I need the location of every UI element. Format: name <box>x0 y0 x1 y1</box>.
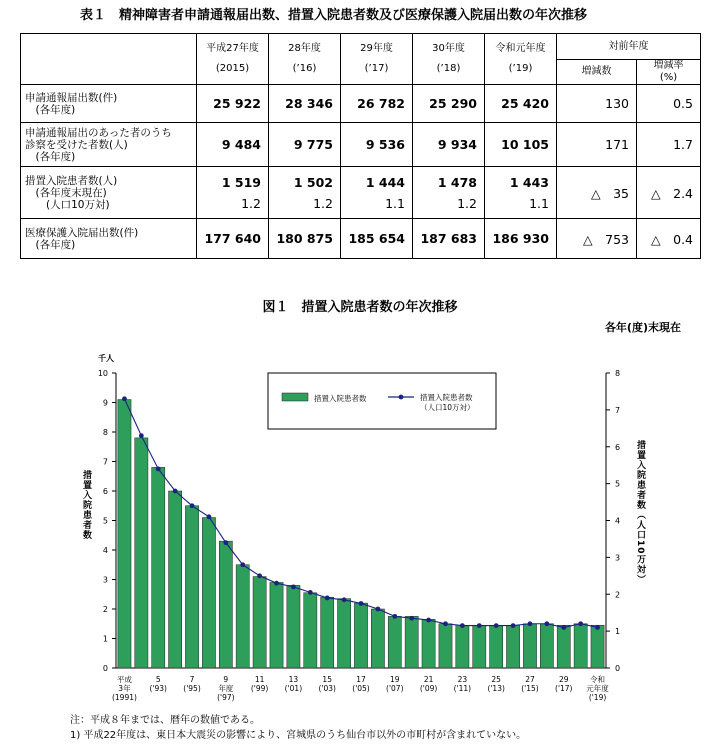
value: 9 775 <box>293 137 333 152</box>
row-label: 申請通報届出数(件) (各年度) <box>21 85 197 123</box>
right-tick-label: 4 <box>615 516 621 526</box>
year-header <box>269 34 341 85</box>
bar <box>219 541 232 668</box>
bar <box>304 593 317 668</box>
x-tick-label: 27 <box>525 675 535 684</box>
value-cell <box>485 167 557 219</box>
rate-per-100k: 1.2 <box>457 195 477 211</box>
change-subheader: 増減率 (%) <box>637 60 701 85</box>
right-tick-label: 1 <box>615 627 621 637</box>
legend-line-marker <box>399 395 404 400</box>
value-cell <box>197 123 269 167</box>
value-cell <box>341 167 413 219</box>
rate-point <box>511 623 516 628</box>
chart-title: 図１ 措置入院患者数の年次推移 <box>262 300 458 315</box>
year-header <box>341 34 413 85</box>
bar <box>169 491 182 668</box>
x-tick-label: 7 <box>189 675 195 684</box>
x-tick-label: 平成 <box>116 675 132 684</box>
rate-point <box>156 466 161 471</box>
value: 177 640 <box>204 231 261 246</box>
value-cell <box>269 167 341 219</box>
x-tick-label: ('11) <box>453 684 472 693</box>
left-tick-label: 9 <box>102 398 108 408</box>
value: 1 478 <box>437 174 477 190</box>
bar <box>574 624 587 668</box>
x-tick-label: ('95) <box>183 684 201 693</box>
value: 28 346 <box>285 96 333 111</box>
value: 9 536 <box>365 137 405 152</box>
stats-table <box>20 33 701 259</box>
rate-point <box>595 625 600 630</box>
value-cell <box>197 219 269 259</box>
rate-point <box>223 540 228 545</box>
year-label: 令和元年度 <box>495 43 546 54</box>
rate-point <box>291 584 296 589</box>
row-label: 医療保護入院届出数(件) (各年度) <box>21 219 197 259</box>
header-corner <box>21 34 197 85</box>
right-tick-label: 3 <box>615 553 621 563</box>
change-header: 対前年度 <box>557 34 701 60</box>
year-sublabel: (2015) <box>215 63 250 74</box>
x-tick-label: (1991) <box>111 693 137 702</box>
year-sublabel: (’19) <box>508 63 533 74</box>
rate-cell: 1.7 <box>637 123 701 167</box>
x-tick-label: 9 <box>223 675 229 684</box>
left-tick-label: 0 <box>102 664 108 673</box>
year-label: 29年度 <box>360 43 393 54</box>
value-cell <box>413 123 485 167</box>
left-tick-label: 7 <box>102 457 108 467</box>
rate-point <box>392 614 397 619</box>
note-line-2: 1) 平成22年度は、東日本大震災の影響により、宮城県のうち仙台市以外の市町村が含まれていない。 <box>70 730 527 741</box>
chart-as-of-label: 各年(度)末現在 <box>604 321 681 334</box>
table-row <box>21 167 701 219</box>
value: 26 782 <box>357 96 405 111</box>
bar <box>456 625 469 668</box>
rate-point <box>460 623 465 628</box>
right-tick-label: 2 <box>615 590 621 600</box>
stats-table-body <box>21 34 701 259</box>
rate-point <box>359 601 364 606</box>
year-label: 28年度 <box>288 43 321 54</box>
value: 1 502 <box>293 174 333 190</box>
value-cell <box>341 123 413 167</box>
x-tick-label: ('05) <box>352 684 370 693</box>
table-row <box>21 123 701 167</box>
table-row <box>21 219 701 259</box>
rate-point <box>325 596 330 601</box>
value: 1 443 <box>509 174 549 190</box>
left-axis-unit: 千人 <box>98 354 114 363</box>
bar <box>118 400 131 668</box>
bar <box>270 582 283 668</box>
value-cell <box>485 85 557 123</box>
rate-point <box>139 433 144 438</box>
rate-point <box>409 616 414 621</box>
x-tick-label: ('17) <box>555 684 573 693</box>
x-tick-label: ('99) <box>250 684 269 693</box>
left-tick-label: 5 <box>102 516 108 526</box>
x-tick-label: 15 <box>322 675 332 684</box>
row-label: 申請通報届出のあった者のうち 診察を受けた者数(人) (各年度) <box>21 123 197 167</box>
bar <box>253 577 266 668</box>
bar <box>422 619 435 668</box>
bar <box>185 506 198 668</box>
bar <box>439 624 452 668</box>
left-tick-label: 4 <box>102 546 108 555</box>
value: 180 875 <box>276 231 333 246</box>
rate-point <box>375 607 380 612</box>
rate-point <box>190 503 195 508</box>
value: 9 934 <box>437 137 477 152</box>
bar <box>236 565 249 668</box>
x-tick-label: 11 <box>254 675 265 684</box>
left-axis-title: 措置入院患者数 <box>81 470 91 540</box>
legend-bar-swatch <box>282 393 308 401</box>
rate-per-100k: 1.1 <box>529 195 549 211</box>
table-row <box>21 85 701 123</box>
left-tick-label: 1 <box>102 634 108 644</box>
right-tick-label: 6 <box>615 442 621 452</box>
rate-cell: △ 2.4 <box>637 167 701 219</box>
rate-point <box>207 514 212 519</box>
x-tick-label: 23 <box>457 675 468 684</box>
rate-point <box>122 396 127 401</box>
x-tick-label: 令和 <box>590 675 606 684</box>
left-tick-label: 10 <box>97 369 108 378</box>
bar <box>135 438 148 668</box>
rate-point <box>426 618 431 623</box>
rate-point <box>240 562 245 567</box>
x-tick-label: 21 <box>423 675 434 684</box>
right-tick-label: 7 <box>615 405 621 415</box>
value: 10 105 <box>501 137 549 152</box>
x-tick-label: 13 <box>288 675 299 684</box>
right-tick-label: 8 <box>615 369 621 378</box>
bar <box>371 609 384 668</box>
change-subheader: 増減数 <box>557 60 637 85</box>
bar <box>388 616 401 668</box>
right-axis-title: 措置入院患者数（人口10万対） <box>635 440 645 585</box>
bar <box>152 467 165 668</box>
x-tick-label: 年度 <box>218 684 234 693</box>
year-label: 30年度 <box>432 43 465 54</box>
table-title: 表１ 精神障害者申請通報届出数、措置入院患者数及び医療保護入院届出数の年次推移 <box>80 8 588 23</box>
value: 25 290 <box>429 96 477 111</box>
x-tick-label: 元年度 <box>586 684 609 693</box>
x-tick-label: ('19) <box>588 693 607 702</box>
value-cell <box>413 167 485 219</box>
legend-line-label: （人口10万対） <box>420 403 475 412</box>
x-tick-label: 29 <box>558 675 569 684</box>
left-tick-label: 3 <box>102 575 108 585</box>
year-sublabel: (’18) <box>436 63 461 74</box>
year-label: 平成27年度 <box>206 43 259 54</box>
bar <box>202 518 215 668</box>
x-tick-label: 5 <box>155 675 161 684</box>
rate-cell: △ 0.4 <box>637 219 701 259</box>
value-cell <box>269 123 341 167</box>
value: 185 654 <box>348 231 405 246</box>
change-cell: 130 <box>557 85 637 123</box>
value-cell <box>341 85 413 123</box>
left-tick-label: 2 <box>102 605 108 614</box>
right-tick-label: 5 <box>615 479 621 489</box>
bar <box>490 625 503 668</box>
bar <box>321 597 334 668</box>
x-tick-label: ('13) <box>487 684 505 693</box>
rate-point <box>494 623 499 628</box>
rate-point <box>274 581 279 586</box>
change-cell: 171 <box>557 123 637 167</box>
x-tick-label: ('03) <box>318 684 336 693</box>
right-tick-label: 0 <box>615 664 621 673</box>
bar-line-chart <box>0 340 723 710</box>
value: 187 683 <box>420 231 477 246</box>
header-row <box>21 34 701 60</box>
rate-per-100k: 1.2 <box>241 195 261 211</box>
value: 1 444 <box>365 174 405 190</box>
rate-point <box>528 621 533 626</box>
rate-per-100k: 1.2 <box>313 195 333 211</box>
legend-line-label: 措置入院患者数 <box>420 393 473 402</box>
value-cell <box>413 219 485 259</box>
value-cell <box>269 85 341 123</box>
row-label: 措置入院患者数(人) (各年度末現在) (人口10万対) <box>21 167 197 219</box>
rate-point <box>257 573 262 578</box>
x-tick-label: 25 <box>491 675 501 684</box>
x-tick-label: ('93) <box>149 684 167 693</box>
rate-point <box>544 621 549 626</box>
x-tick-label: ('09) <box>419 684 438 693</box>
bar <box>591 625 604 668</box>
rate-cell: 0.5 <box>637 85 701 123</box>
value-cell <box>197 167 269 219</box>
value: 1 519 <box>221 174 261 190</box>
value-cell <box>197 85 269 123</box>
rate-point <box>308 590 313 595</box>
rate-point <box>578 621 583 626</box>
bar <box>557 625 570 668</box>
x-tick-label: 19 <box>390 675 400 684</box>
rate-point <box>477 623 482 628</box>
year-header <box>197 34 269 85</box>
rate-point <box>173 489 178 494</box>
value: 9 484 <box>221 137 261 152</box>
bar <box>540 624 553 668</box>
bar <box>338 599 351 668</box>
x-tick-label: 17 <box>356 675 366 684</box>
rate-point <box>443 621 448 626</box>
value: 25 922 <box>213 96 261 111</box>
value: 186 930 <box>492 231 549 246</box>
note-line-1: 注：平成８年までは、暦年の数値である。 <box>70 715 260 726</box>
value-cell <box>485 219 557 259</box>
rate-point <box>342 597 347 602</box>
year-sublabel: (’16) <box>292 63 317 74</box>
rate-per-100k: 1.1 <box>385 195 405 211</box>
value-cell <box>269 219 341 259</box>
rate-point <box>561 625 566 630</box>
x-tick-label: ('97) <box>217 693 235 702</box>
year-sublabel: (’17) <box>364 63 389 74</box>
bar <box>405 616 418 668</box>
x-tick-label: 3年 <box>118 684 131 693</box>
year-header <box>485 34 557 85</box>
x-tick-label: ('07) <box>386 684 404 693</box>
value-cell <box>485 123 557 167</box>
legend-bar-label: 措置入院患者数 <box>314 394 367 403</box>
value-cell <box>413 85 485 123</box>
bar <box>506 625 519 668</box>
bar <box>473 625 486 668</box>
change-cell: △ 753 <box>557 219 637 259</box>
change-cell: △ 35 <box>557 167 637 219</box>
value-cell <box>341 219 413 259</box>
bar <box>354 603 367 668</box>
bar <box>523 624 536 668</box>
left-tick-label: 6 <box>102 487 108 496</box>
x-tick-label: ('15) <box>521 684 539 693</box>
x-tick-label: ('01) <box>284 684 303 693</box>
value: 25 420 <box>501 96 549 111</box>
year-header <box>413 34 485 85</box>
left-tick-label: 8 <box>102 428 108 437</box>
bar <box>287 585 300 668</box>
